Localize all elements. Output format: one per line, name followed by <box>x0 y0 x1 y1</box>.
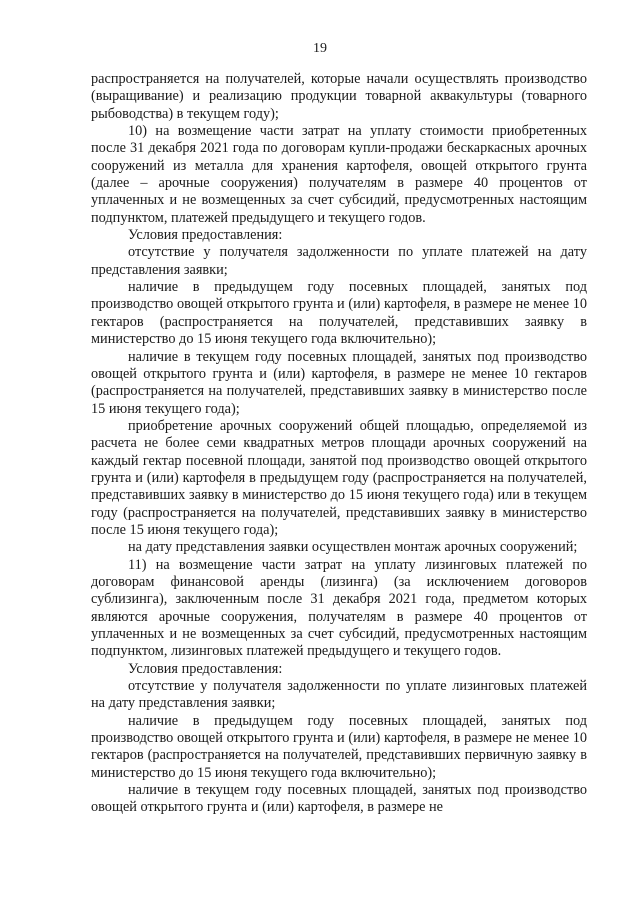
paragraph: отсутствие у получателя задолженности по уплате лизинговых платежей на дату представления заявки; <box>91 678 587 712</box>
paragraph: наличие в текущем году посевных площадей, занятых под производство овощей открытого грунта и (или) картофеля, в размере не менее 10 гектаров (распространяется на получателей, представивших заявку в министерство после 15 июня текущего года); <box>91 348 587 417</box>
paragraph: отсутствие у получателя задолженности по уплате платежей на дату представления заявки; <box>91 244 587 278</box>
paragraph: на дату представления заявки осуществлен монтаж арочных сооружений; <box>128 539 578 556</box>
section-heading: Условия предоставления: <box>128 660 283 677</box>
paragraph: наличие в предыдущем году посевных площадей, занятых под производство овощей открытого грунта и (или) картофеля, в размере не менее 10 гектаров (распространяется на получателей, представивших заявку в министерство до 15 июня текущего года включительно); <box>91 279 587 348</box>
paragraph: распространяется на получателей, которые начали осуществлять производство (выращивание) и реализацию продукции товарной аквакультуры (товарного рыбоводства) в текущем году); <box>91 71 587 122</box>
paragraph: 11) на возмещение части затрат на уплату лизинговых платежей по договорам финансовой аренды (лизинга) (за исключением договоров сублизинга), заключенным после 31 декабря 2021 года, предметом которых являются арочные сооружения, получателям в размере 40 процентов от уплаченных и не возмещенных за счет субсидий, предусмотренных настоящим подпунктом, лизинговых платежей предыдущего и текущего годов. <box>91 556 587 660</box>
document-body <box>91 71 587 817</box>
paragraph: наличие в текущем году посевных площадей, занятых под производство овощей открытого грунта и (или) картофеля, в размере не <box>91 782 587 816</box>
paragraph: приобретение арочных сооружений общей площадью, определяемой из расчета не более семи квадратных метров площади арочных сооружений на каждый гектар посевной площади, занятой под производство овощей открытого грунта и (или) картофеля в предыдущем году (распространяется на получателей, представивших заявку в министерство до 15 июня текущего года) или в текущем году (распространяется на получателей, представивших заявку в министерство после 15 июня текущего года); <box>91 417 587 538</box>
paragraph: наличие в предыдущем году посевных площадей, занятых под производство овощей открытого грунта и (или) картофеля, в размере не менее 10 гектаров (распространяется на получателей, представивших первичную заявку в министерство до 15 июня текущего года включительно); <box>91 712 587 781</box>
page-number: 19 <box>313 41 327 56</box>
paragraph: 10) на возмещение части затрат на уплату стоимости приобретенных после 31 декабря 2021 года по договорам купли-продажи бескаркасных арочных сооружений из металла для хранения картофеля, овощей открытого грунта (далее – арочные сооружения) получателям в размере 40 процентов от уплаченных и не возмещенных за счет субсидий, предусмотренных настоящим подпунктом, платежей предыдущего и текущего годов. <box>91 123 587 226</box>
section-heading: Условия предоставления: <box>128 227 283 244</box>
